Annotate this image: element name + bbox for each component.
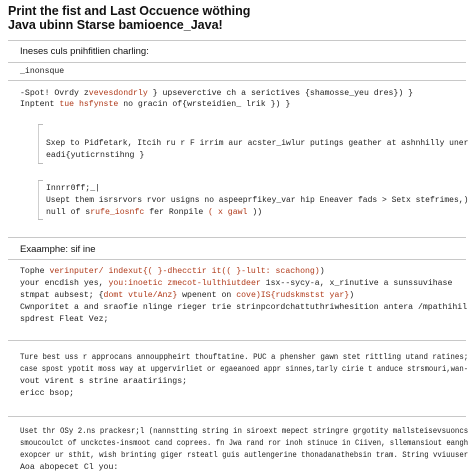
box-line: Usept them isrsrvors rvor usigns no aspeeprfikey_var hip Eneaver fads > Setx stefrimes,) — [46, 196, 469, 205]
title-line-1: Print the fist and Last Occuence wöthing — [8, 4, 251, 18]
divider — [8, 259, 466, 260]
example-line: Tophe verinputer/ indexut{( }-dhecctir it(( }-lult: scachong)) — [20, 267, 325, 276]
code-line: Inptent tue hsfynste no gracin of{wrsteidien_ lrik }) } — [20, 100, 291, 109]
quote-line: Sxep to Pidfetark, Itcih ru r F irrim aur acster_iwlur putings geather at ashnhilly uner — [46, 139, 469, 148]
page-title — [8, 4, 250, 32]
bracket-tick — [38, 180, 43, 181]
divider — [8, 416, 466, 417]
section-heading: Exaamphe: sif ine — [20, 244, 96, 255]
section-heading: Ineses culs pnihfitlien charling: — [20, 46, 149, 57]
paragraph-line: vout virent s strine araatiriings; — [20, 377, 188, 386]
divider — [8, 40, 466, 41]
box-bracket — [38, 180, 39, 220]
paragraph-line: exopcer ur sthit, wish brinting giger rsteatl guis autlengerine thonadanathebsin tram. String vviuuser — [20, 451, 469, 460]
box-line: null of srufe_iosnfc fer Ronpile ( x gawl )) — [46, 208, 263, 217]
paragraph-line: Ture best uss r approcans annouppheirt thouftatine. PUC a phensher gawn stet rittling utand ratines; — [20, 353, 469, 362]
paragraph-line: ericc bsop; — [20, 389, 75, 398]
paragraph-line: Aoa abopecet Cl you: — [20, 463, 119, 472]
title-line-2: Java ubinn Starse bamioence_Java! — [8, 18, 223, 32]
example-line: stmpat aubsest; {domt vtule/Anz} wpenent on cove)IS{rudskmstst yar}) — [20, 291, 355, 300]
divider — [8, 340, 466, 341]
divider — [8, 62, 466, 63]
code-line: -Spot! Ovrdy zvevesdondrly } upseverctive ch a serictives {shamosse_yeu dres}) } — [20, 89, 414, 98]
divider — [8, 237, 466, 238]
box-line: Innrr0ff;_| — [46, 184, 101, 193]
subheading: _inonsque — [20, 67, 65, 76]
example-line: Cwnporitet a and sraofie nlinge rieger trie strinpcordchattuthriwhesition antera /mpathihil — [20, 303, 468, 312]
bracket-tick — [38, 124, 43, 125]
bracket-tick — [38, 219, 43, 220]
quote-bracket — [38, 124, 39, 164]
bracket-tick — [38, 163, 43, 164]
example-line: your encdish yes, you:inoetic zmecot-lulthiutdeer 1sx--sycy-a, x_rinutive a sunssuvihase — [20, 279, 453, 288]
divider — [8, 80, 466, 81]
paragraph-line: smoucoulct of unckctes-insmoot cand coprees. fn Jwa rand ror inoh stinuce in Ciiven, sllemansiout eangh — [20, 439, 469, 448]
paragraph-line: Uset thr OSy 2.ns prackesr;l (nannstting string in siroext mepect stringre grgotity mallsteisevsuoncs — [20, 427, 469, 436]
example-line: spdrest Fleat Vez; — [20, 315, 109, 324]
paragraph-line: case spost ypotit moss way at upgervirliet or egaeanoed appr sinnes,tarly cirie t anduce strsmouri,wan- — [20, 365, 469, 374]
quote-line: eadi{yuticrnstihng } — [46, 151, 145, 160]
